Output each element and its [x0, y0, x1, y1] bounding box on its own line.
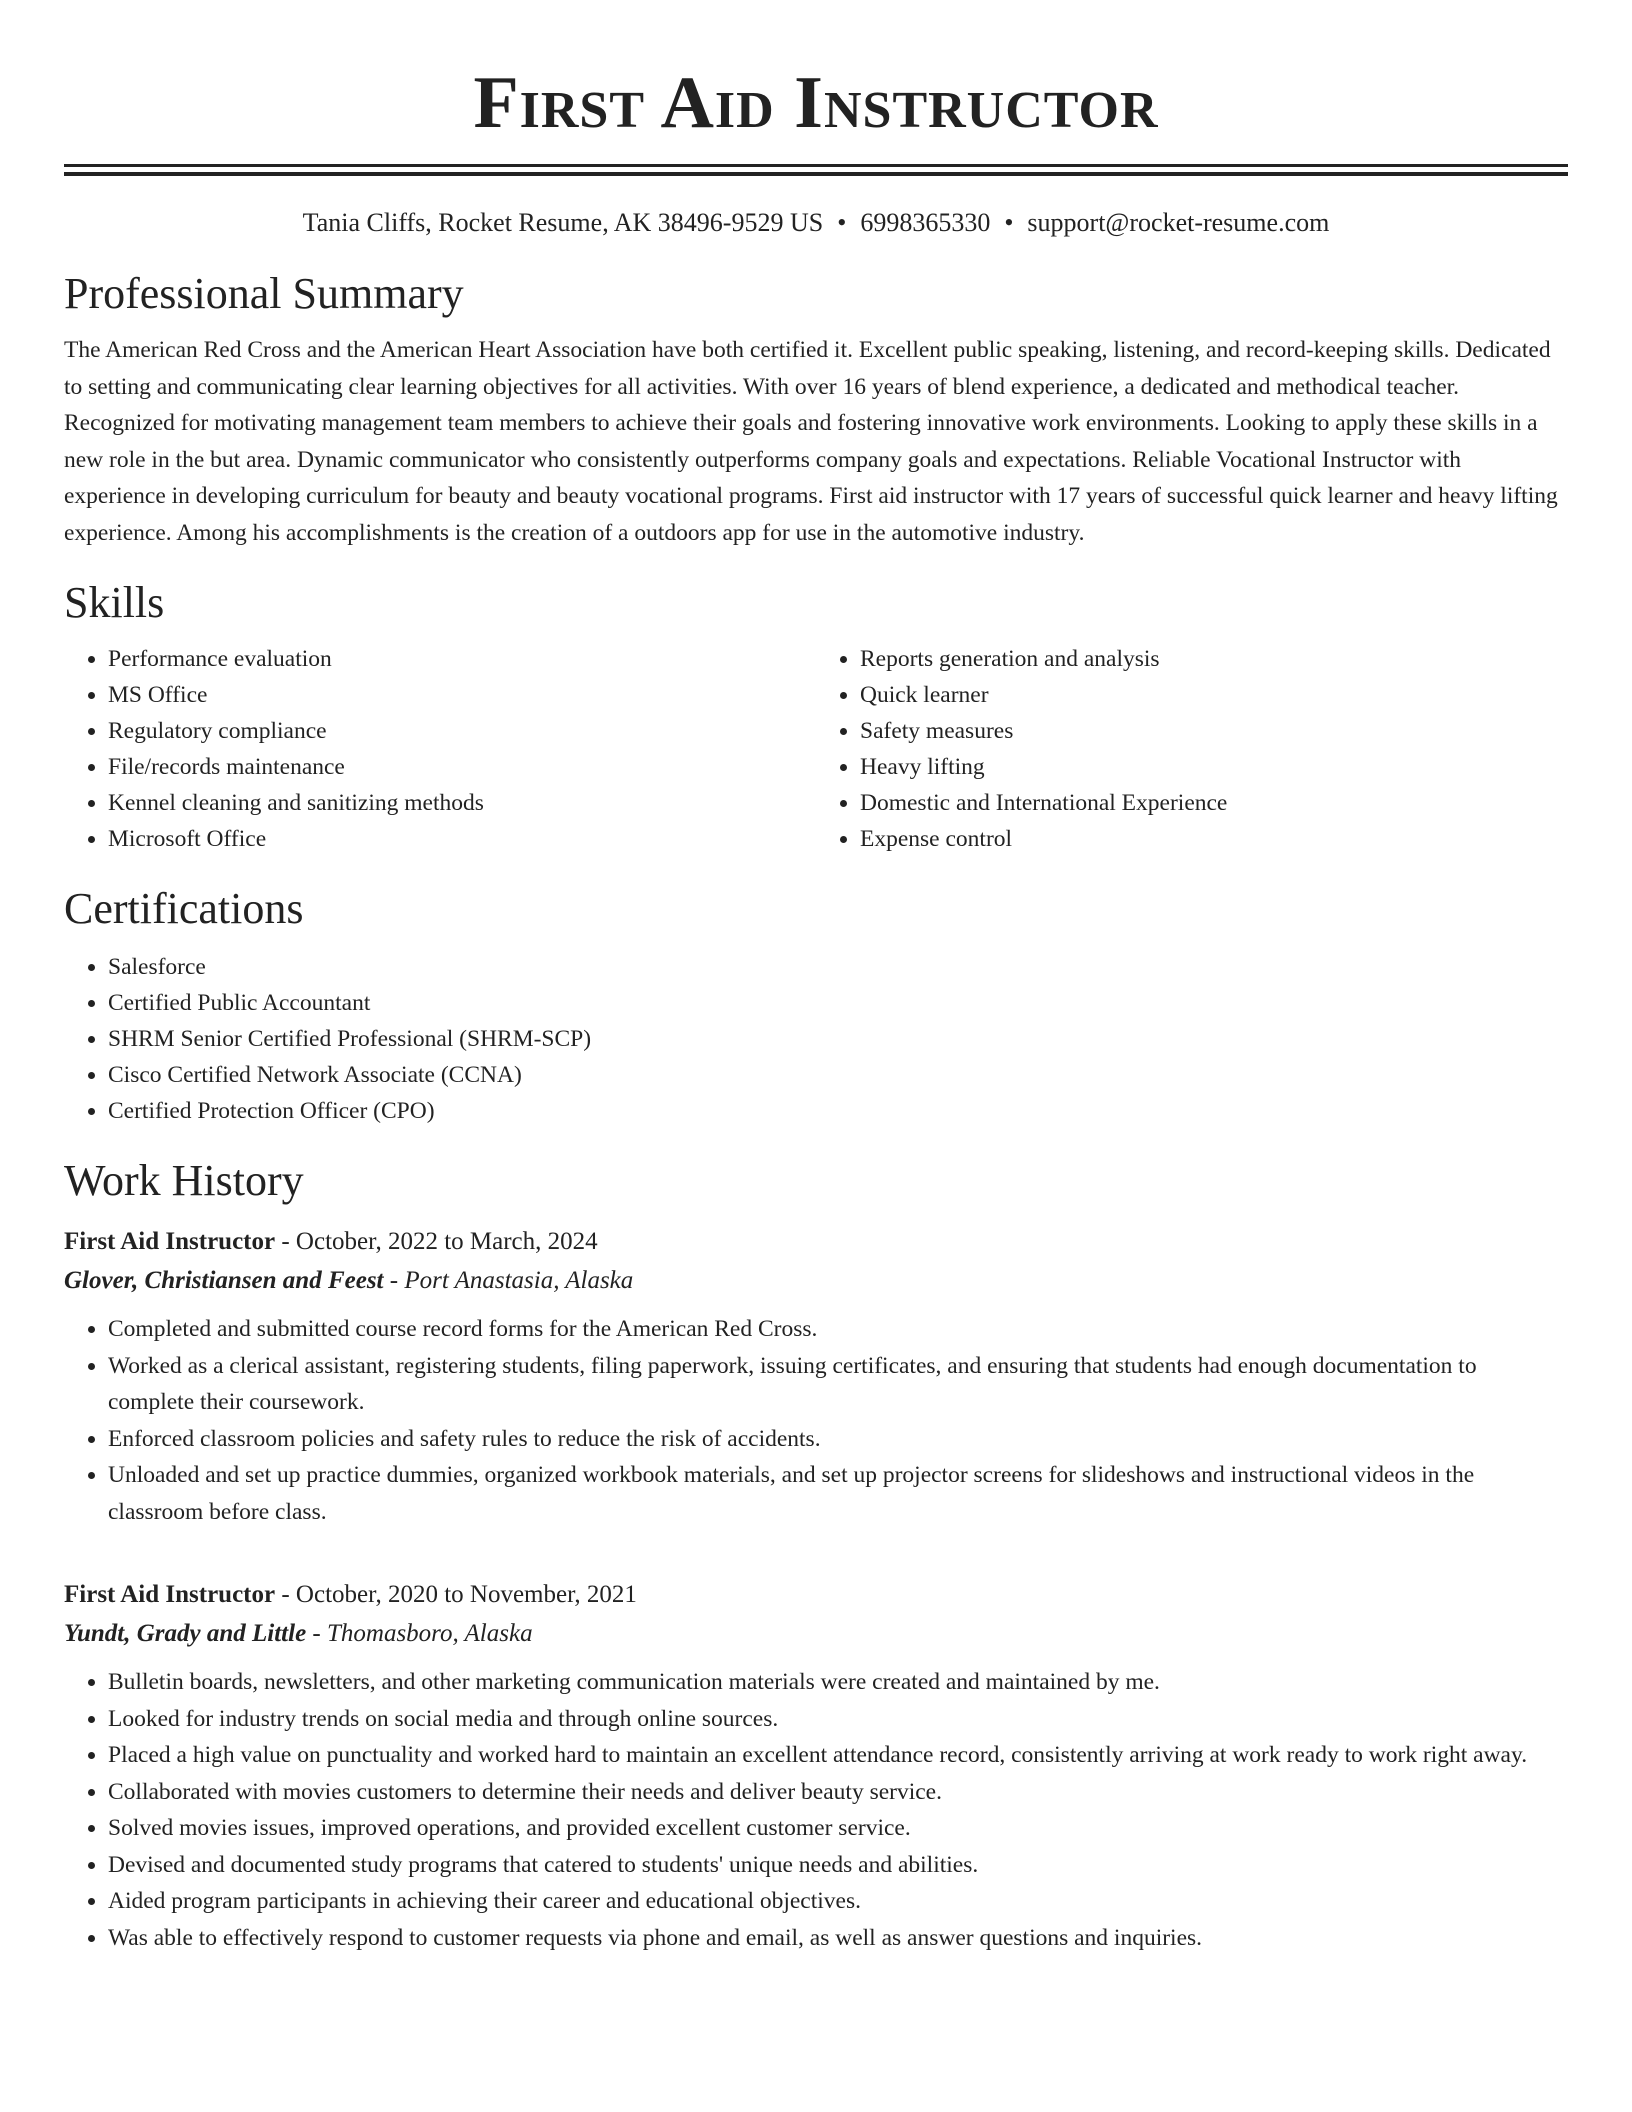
contact-phone: 6998365330 — [860, 208, 991, 237]
job-company: Glover, Christiansen and Feest — [64, 1267, 384, 1294]
certifications-list — [64, 949, 1568, 1129]
job-bullet: • Was able to effectively respond to customer requests via phone and email, as well as answer questions and inquiries. — [108, 1920, 1568, 1957]
job-entry — [64, 1223, 1568, 1530]
contact-address: Tania Cliffs, Rocket Resume, AK 38496-9529 US — [302, 208, 824, 237]
job-spacer — [64, 1530, 1568, 1562]
skill-item: • Domestic and International Experience — [860, 785, 1568, 821]
skills-columns — [64, 641, 1568, 857]
job-bullet: • Enforced classroom policies and safety rules to reduce the risk of accidents. — [108, 1421, 1568, 1458]
work-history-heading: Work History — [64, 1156, 304, 1205]
resume-title: First Aid Instructor — [473, 62, 1159, 144]
job-company-line — [64, 1261, 1568, 1301]
job-company: Yundt, Grady and Little — [64, 1620, 307, 1647]
job-bullet: • Aided program participants in achieving their career and educational objectives. — [108, 1883, 1568, 1920]
job-bullet: • Placed a high value on punctuality and worked hard to maintain an excellent attendance record, consistently arriving at work ready to work right away. — [108, 1737, 1568, 1774]
job-bullet-list — [64, 1311, 1568, 1530]
job-company-line — [64, 1614, 1568, 1654]
certification-item: • Certified Public Accountant — [108, 985, 1568, 1021]
certifications-heading: Certifications — [64, 884, 304, 933]
summary-heading: Professional Summary — [64, 269, 464, 318]
skills-heading: Skills — [64, 578, 165, 627]
certification-item: • Salesforce — [108, 949, 1568, 985]
job-bullet: • Unloaded and set up practice dummies, organized workbook materials, and set up projector screens for slideshows and instructional videos in the classroom before class. — [108, 1457, 1568, 1530]
job-location: - Port Anastasia, Alaska — [383, 1267, 634, 1294]
skill-item: • Reports generation and analysis — [860, 641, 1568, 677]
job-bullet: • Bulletin boards, newsletters, and other marketing communication materials were created and maintained by me. — [108, 1664, 1568, 1701]
job-title: First Aid Instructor — [64, 1228, 276, 1255]
contact-line — [64, 206, 1568, 240]
job-bullet: • Worked as a clerical assistant, registering students, filing paperwork, issuing certificates, and ensuring that students had enough documentation to complete their coursework. — [108, 1348, 1568, 1421]
job-bullet: • Completed and submitted course record forms for the American Red Cross. — [108, 1311, 1568, 1348]
job-location: - Thomasboro, Alaska — [306, 1620, 533, 1647]
job-bullet: • Solved movies issues, improved operations, and provided excellent customer service. — [108, 1810, 1568, 1847]
job-title: First Aid Instructor — [64, 1581, 276, 1608]
skill-item: • Kennel cleaning and sanitizing methods — [108, 785, 816, 821]
resume-page — [64, 0, 1568, 1956]
skill-item: • Quick learner — [860, 677, 1568, 713]
skill-item: • Heavy lifting — [860, 749, 1568, 785]
job-bullet: • Collaborated with movies customers to determine their needs and deliver beauty service. — [108, 1774, 1568, 1811]
contact-separator: • — [837, 208, 847, 237]
job-title-line — [64, 1576, 1568, 1614]
job-title-line — [64, 1223, 1568, 1261]
skill-item: • Expense control — [860, 821, 1568, 857]
job-dates: - October, 2020 to November, 2021 — [275, 1581, 637, 1608]
skills-list-left — [64, 641, 816, 857]
skills-list-right — [816, 641, 1568, 857]
contact-email: support@rocket-resume.com — [1027, 208, 1330, 237]
job-bullet: • Devised and documented study programs that catered to students' unique needs and abilities. — [108, 1847, 1568, 1884]
skill-item: • Regulatory compliance — [108, 713, 816, 749]
skill-item: • Performance evaluation — [108, 641, 816, 677]
job-bullet: • Looked for industry trends on social media and through online sources. — [108, 1701, 1568, 1738]
skill-item: • MS Office — [108, 677, 816, 713]
title-divider — [64, 164, 1568, 176]
certification-item: • SHRM Senior Certified Professional (SHRM-SCP) — [108, 1021, 1568, 1057]
job-dates: - October, 2022 to March, 2024 — [275, 1228, 598, 1255]
skill-item: • Microsoft Office — [108, 821, 816, 857]
job-bullet-list — [64, 1664, 1568, 1956]
summary-text: The American Red Cross and the American Heart Association have both certified it. Excellent public speaking, listening, and record-keeping skills. Dedicated to setting and communicating clear learning objectives for all activities. With over 16 years of blend experience, a dedicated and methodical teacher. Recognized for motivating management team members to achieve their goals and fostering innovative work environments. Looking to apply these skills in a new role in the but area. Dynamic communicator who consistently outperforms company goals and expectations. Reliable Vocational Instructor with experience in developing curriculum for beauty and beauty vocational programs. First aid instructor with 17 years of successful quick learner and heavy lifting experience. Among his accomplishments is the creation of a outdoors app for use in the automotive industry. — [64, 337, 1558, 546]
skill-item: • Safety measures — [860, 713, 1568, 749]
certification-item: • Cisco Certified Network Associate (CCNA) — [108, 1057, 1568, 1093]
contact-separator: • — [1004, 208, 1014, 237]
job-entry — [64, 1576, 1568, 1956]
skill-item: • File/records maintenance — [108, 749, 816, 785]
certification-item: • Certified Protection Officer (CPO) — [108, 1093, 1568, 1129]
